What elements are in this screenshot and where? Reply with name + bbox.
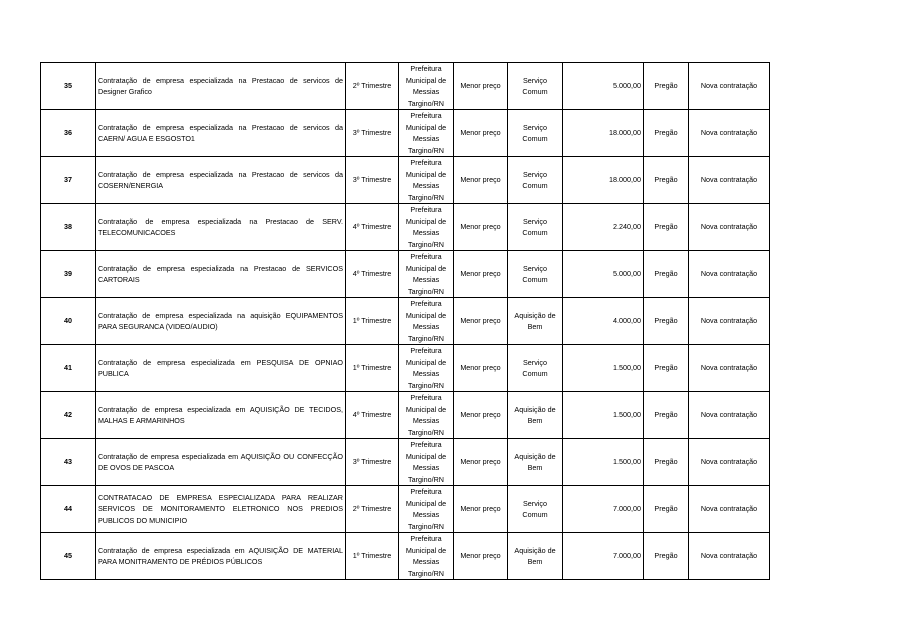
item-description: Contratação de empresa especializada em PESQUISA DE OPNIAO PUBLICA: [96, 345, 346, 392]
item-description: Contratação de empresa especializada na Prestacao de servicos de Designer Grafico: [96, 63, 346, 110]
item-organ: Prefeitura Municipal de Messias Targino/RN: [399, 110, 454, 157]
item-period: 1º Trimestre: [346, 533, 399, 580]
item-period: 3º Trimestre: [346, 110, 399, 157]
item-category: Serviço Comum: [508, 486, 563, 533]
item-number: 39: [41, 251, 96, 298]
item-description: Contratação de empresa especializada na Prestacao de SERV. TELECOMUNICACOES: [96, 204, 346, 251]
item-description: Contratação de empresa especializada na Prestacao de SERVICOS CARTORAIS: [96, 251, 346, 298]
item-criterion: Menor preço: [454, 63, 508, 110]
item-status: Nova contratação: [689, 486, 770, 533]
item-category: Aquisição de Bem: [508, 439, 563, 486]
item-status: Nova contratação: [689, 345, 770, 392]
item-organ: Prefeitura Municipal de Messias Targino/RN: [399, 298, 454, 345]
item-value: 1.500,00: [563, 439, 644, 486]
item-criterion: Menor preço: [454, 298, 508, 345]
item-criterion: Menor preço: [454, 345, 508, 392]
item-status: Nova contratação: [689, 110, 770, 157]
item-criterion: Menor preço: [454, 533, 508, 580]
table-row: [41, 345, 770, 392]
item-number: 42: [41, 392, 96, 439]
item-period: 4º Trimestre: [346, 204, 399, 251]
item-category: Serviço Comum: [508, 251, 563, 298]
item-number: 35: [41, 63, 96, 110]
item-period: 2º Trimestre: [346, 63, 399, 110]
item-value: 1.500,00: [563, 345, 644, 392]
item-status: Nova contratação: [689, 204, 770, 251]
table-row: [41, 204, 770, 251]
item-description: Contratação de empresa especializada em AQUISIÇÃO DE TECIDOS, MALHAS E ARMARINHOS: [96, 392, 346, 439]
item-criterion: Menor preço: [454, 486, 508, 533]
item-value: 7.000,00: [563, 486, 644, 533]
item-modality: Pregão: [644, 110, 689, 157]
item-category: Aquisição de Bem: [508, 298, 563, 345]
item-number: 36: [41, 110, 96, 157]
item-number: 38: [41, 204, 96, 251]
item-criterion: Menor preço: [454, 439, 508, 486]
item-period: 4º Trimestre: [346, 392, 399, 439]
item-value: 18.000,00: [563, 157, 644, 204]
item-criterion: Menor preço: [454, 110, 508, 157]
item-number: 44: [41, 486, 96, 533]
item-value: 18.000,00: [563, 110, 644, 157]
item-period: 2º Trimestre: [346, 486, 399, 533]
item-category: Serviço Comum: [508, 110, 563, 157]
item-value: 5.000,00: [563, 251, 644, 298]
item-modality: Pregão: [644, 63, 689, 110]
item-status: Nova contratação: [689, 251, 770, 298]
item-organ: Prefeitura Municipal de Messias Targino/RN: [399, 251, 454, 298]
table-row: [41, 392, 770, 439]
item-number: 41: [41, 345, 96, 392]
item-organ: Prefeitura Municipal de Messias Targino/RN: [399, 345, 454, 392]
item-value: 7.000,00: [563, 533, 644, 580]
item-period: 1º Trimestre: [346, 298, 399, 345]
item-period: 4º Trimestre: [346, 251, 399, 298]
item-status: Nova contratação: [689, 392, 770, 439]
item-category: Serviço Comum: [508, 204, 563, 251]
item-modality: Pregão: [644, 392, 689, 439]
item-modality: Pregão: [644, 533, 689, 580]
item-category: Serviço Comum: [508, 63, 563, 110]
procurement-table: [40, 62, 770, 580]
table-row: [41, 157, 770, 204]
item-value: 5.000,00: [563, 63, 644, 110]
table-row: [41, 110, 770, 157]
item-organ: Prefeitura Municipal de Messias Targino/RN: [399, 63, 454, 110]
item-category: Serviço Comum: [508, 157, 563, 204]
item-organ: Prefeitura Municipal de Messias Targino/RN: [399, 439, 454, 486]
item-period: 3º Trimestre: [346, 157, 399, 204]
item-organ: Prefeitura Municipal de Messias Targino/RN: [399, 157, 454, 204]
item-number: 37: [41, 157, 96, 204]
item-criterion: Menor preço: [454, 157, 508, 204]
item-status: Nova contratação: [689, 298, 770, 345]
item-modality: Pregão: [644, 439, 689, 486]
item-value: 1.500,00: [563, 392, 644, 439]
item-modality: Pregão: [644, 486, 689, 533]
item-description: Contratação de empresa especializada na Prestacao de servicos da COSERN/ENERGIA: [96, 157, 346, 204]
item-period: 3º Trimestre: [346, 439, 399, 486]
item-description: CONTRATACAO DE EMPRESA ESPECIALIZADA PARA REALIZAR SERVICOS DE MONITORAMENTO ELETRONICO NOS PREDIOS PUBLICOS DO MUNICIPIO: [96, 486, 346, 533]
item-criterion: Menor preço: [454, 392, 508, 439]
item-value: 2.240,00: [563, 204, 644, 251]
item-modality: Pregão: [644, 157, 689, 204]
item-value: 4.000,00: [563, 298, 644, 345]
table-body: [41, 63, 770, 580]
item-organ: Prefeitura Municipal de Messias Targino/RN: [399, 204, 454, 251]
table-row: [41, 533, 770, 580]
item-organ: Prefeitura Municipal de Messias Targino/RN: [399, 486, 454, 533]
table-row: [41, 63, 770, 110]
item-description: Contratação de empresa especializada na aquisição EQUIPAMENTOS PARA SEGURANCA (VIDEO/AUDIO): [96, 298, 346, 345]
item-description: Contratação de empresa especializada na Prestacao de servicos da CAERN/ AGUA E ESGOSTO1: [96, 110, 346, 157]
item-number: 45: [41, 533, 96, 580]
item-modality: Pregão: [644, 204, 689, 251]
item-status: Nova contratação: [689, 157, 770, 204]
item-category: Serviço Comum: [508, 345, 563, 392]
item-organ: Prefeitura Municipal de Messias Targino/RN: [399, 392, 454, 439]
table-row: [41, 298, 770, 345]
item-status: Nova contratação: [689, 533, 770, 580]
item-modality: Pregão: [644, 251, 689, 298]
item-number: 43: [41, 439, 96, 486]
table-row: [41, 439, 770, 486]
item-modality: Pregão: [644, 298, 689, 345]
item-criterion: Menor preço: [454, 251, 508, 298]
item-number: 40: [41, 298, 96, 345]
table-row: [41, 486, 770, 533]
item-modality: Pregão: [644, 345, 689, 392]
item-organ: Prefeitura Municipal de Messias Targino/RN: [399, 533, 454, 580]
item-category: Aquisição de Bem: [508, 533, 563, 580]
item-criterion: Menor preço: [454, 204, 508, 251]
item-period: 1º Trimestre: [346, 345, 399, 392]
table-row: [41, 251, 770, 298]
item-description: Contratação de empresa especializada em AQUISIÇÃO DE MATERIAL PARA MONITRAMENTO DE PRÉDIOS PÚBLICOS: [96, 533, 346, 580]
item-description: Contratação de empresa especializada em AQUISIÇÃO OU CONFECÇÃO DE OVOS DE PASCOA: [96, 439, 346, 486]
item-status: Nova contratação: [689, 63, 770, 110]
item-category: Aquisição de Bem: [508, 392, 563, 439]
item-status: Nova contratação: [689, 439, 770, 486]
